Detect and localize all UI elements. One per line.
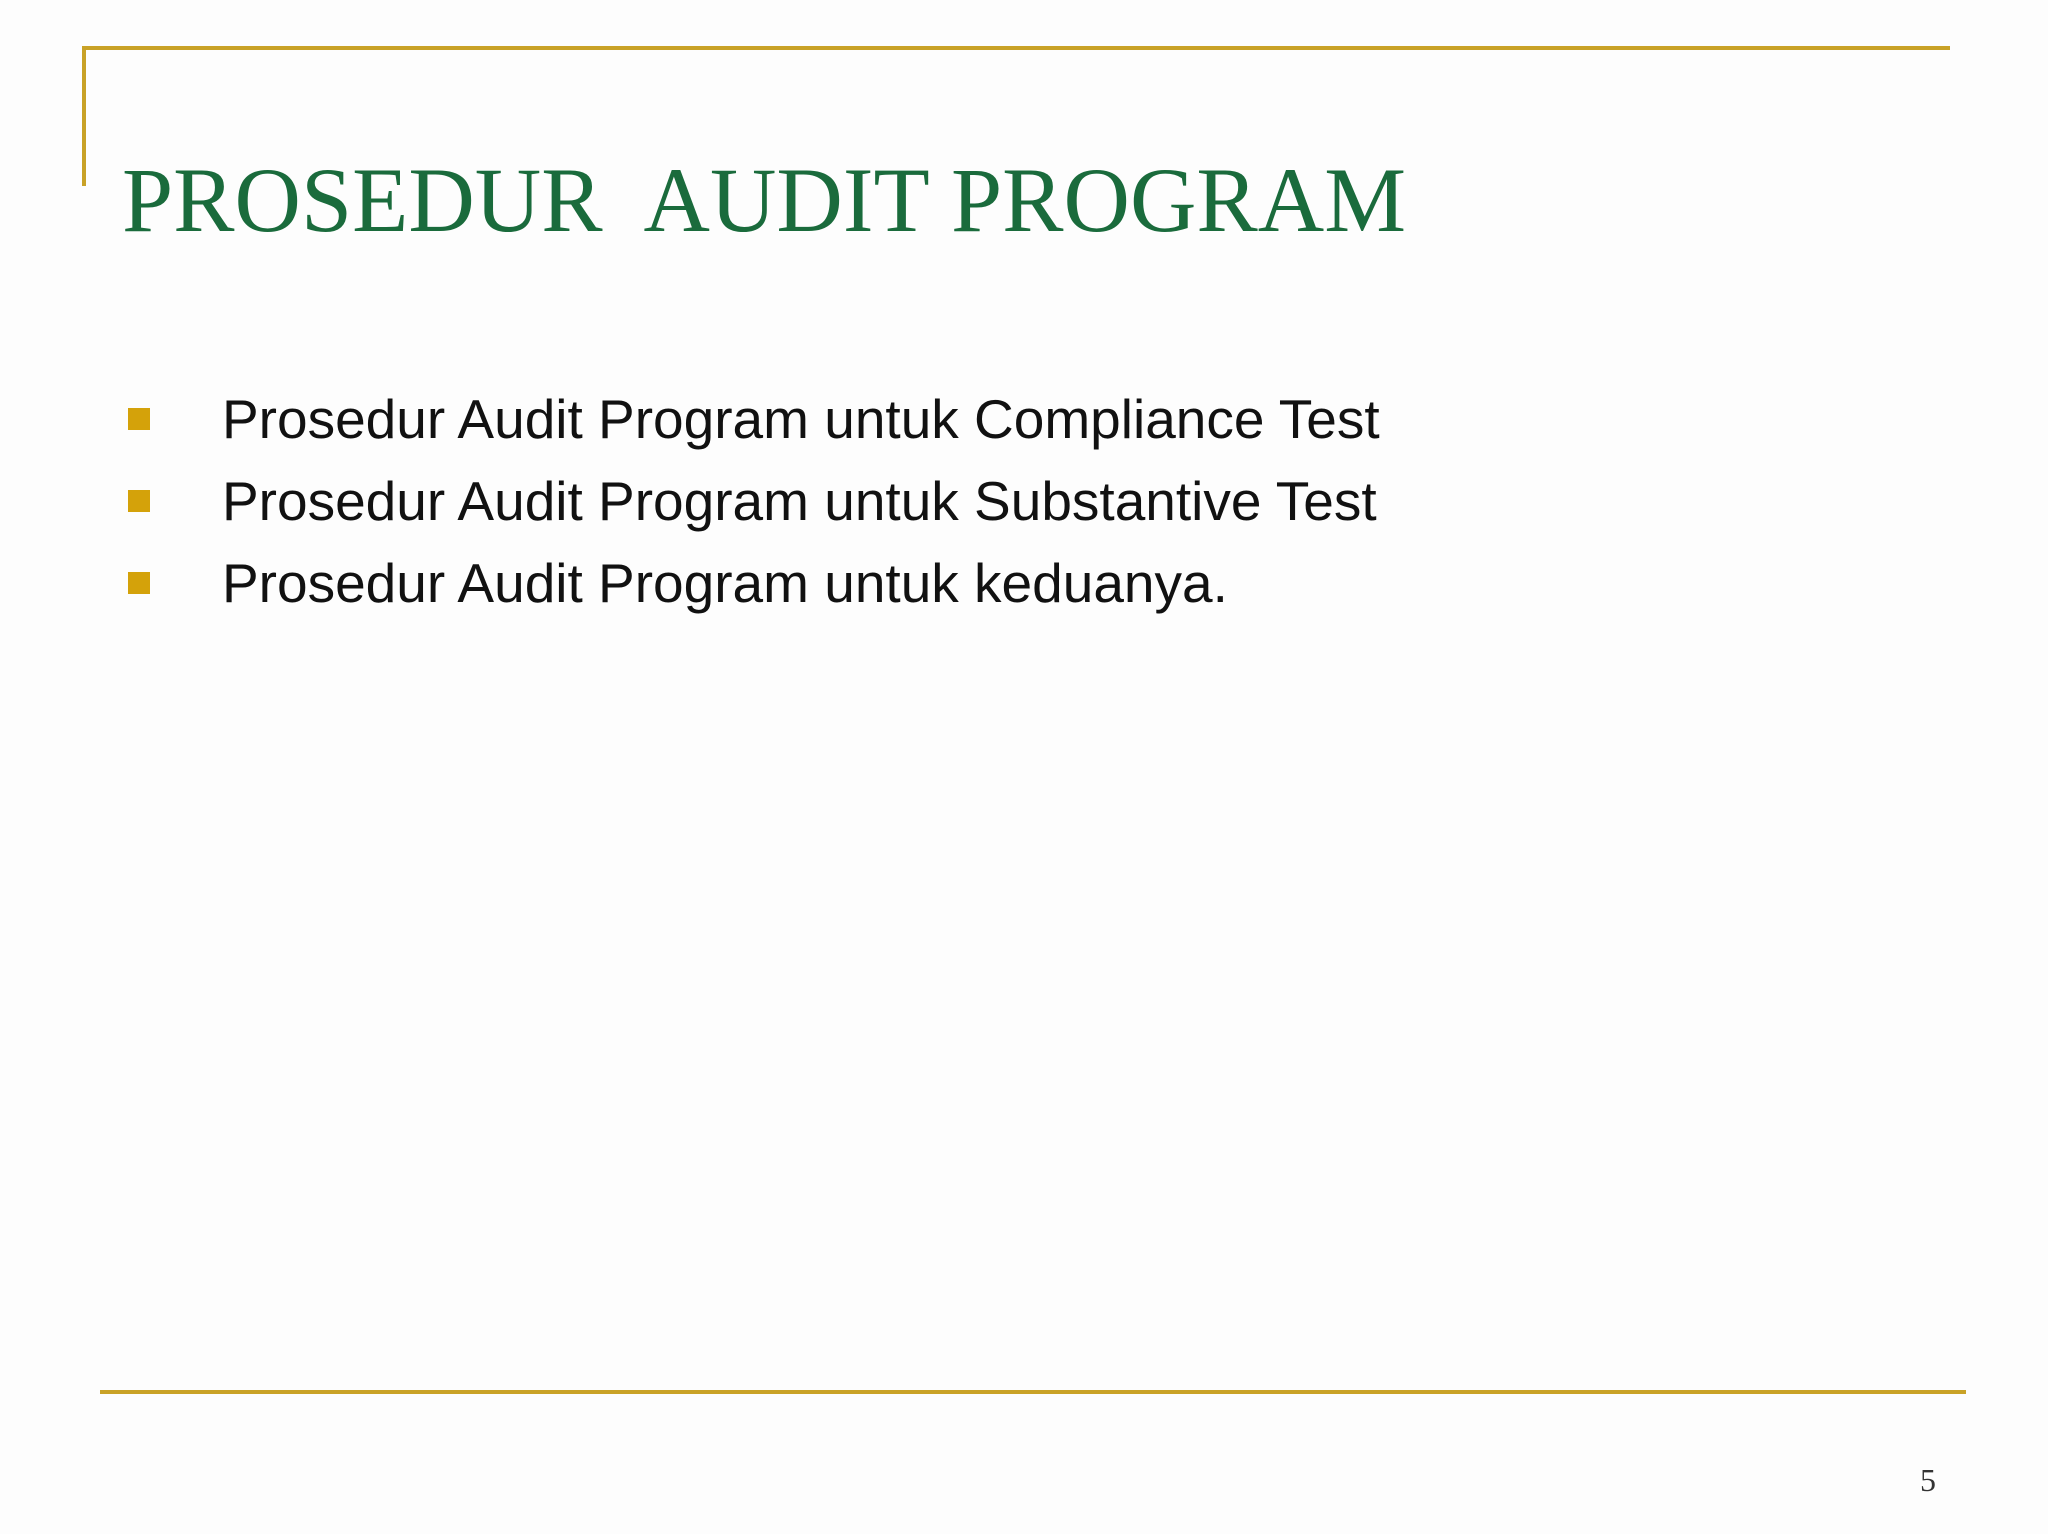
bullet-list <box>122 378 1380 624</box>
list-item <box>122 378 1380 460</box>
square-bullet-icon <box>128 408 150 430</box>
bottom-accent-rule <box>100 1390 1966 1394</box>
square-bullet-icon <box>128 572 150 594</box>
bullet-text: Prosedur Audit Program untuk Substantive Test <box>222 470 1377 532</box>
left-accent-rule <box>82 46 86 186</box>
list-item <box>122 542 1380 624</box>
page-number: 5 <box>1920 1462 1936 1498</box>
bullet-text: Prosedur Audit Program untuk Compliance Test <box>222 388 1380 450</box>
bullet-text: Prosedur Audit Program untuk keduanya. <box>222 552 1228 614</box>
top-accent-rule <box>82 46 1950 50</box>
square-bullet-icon <box>128 490 150 512</box>
list-item <box>122 460 1380 542</box>
slide-title: PROSEDUR AUDIT PROGRAM <box>122 149 1407 251</box>
